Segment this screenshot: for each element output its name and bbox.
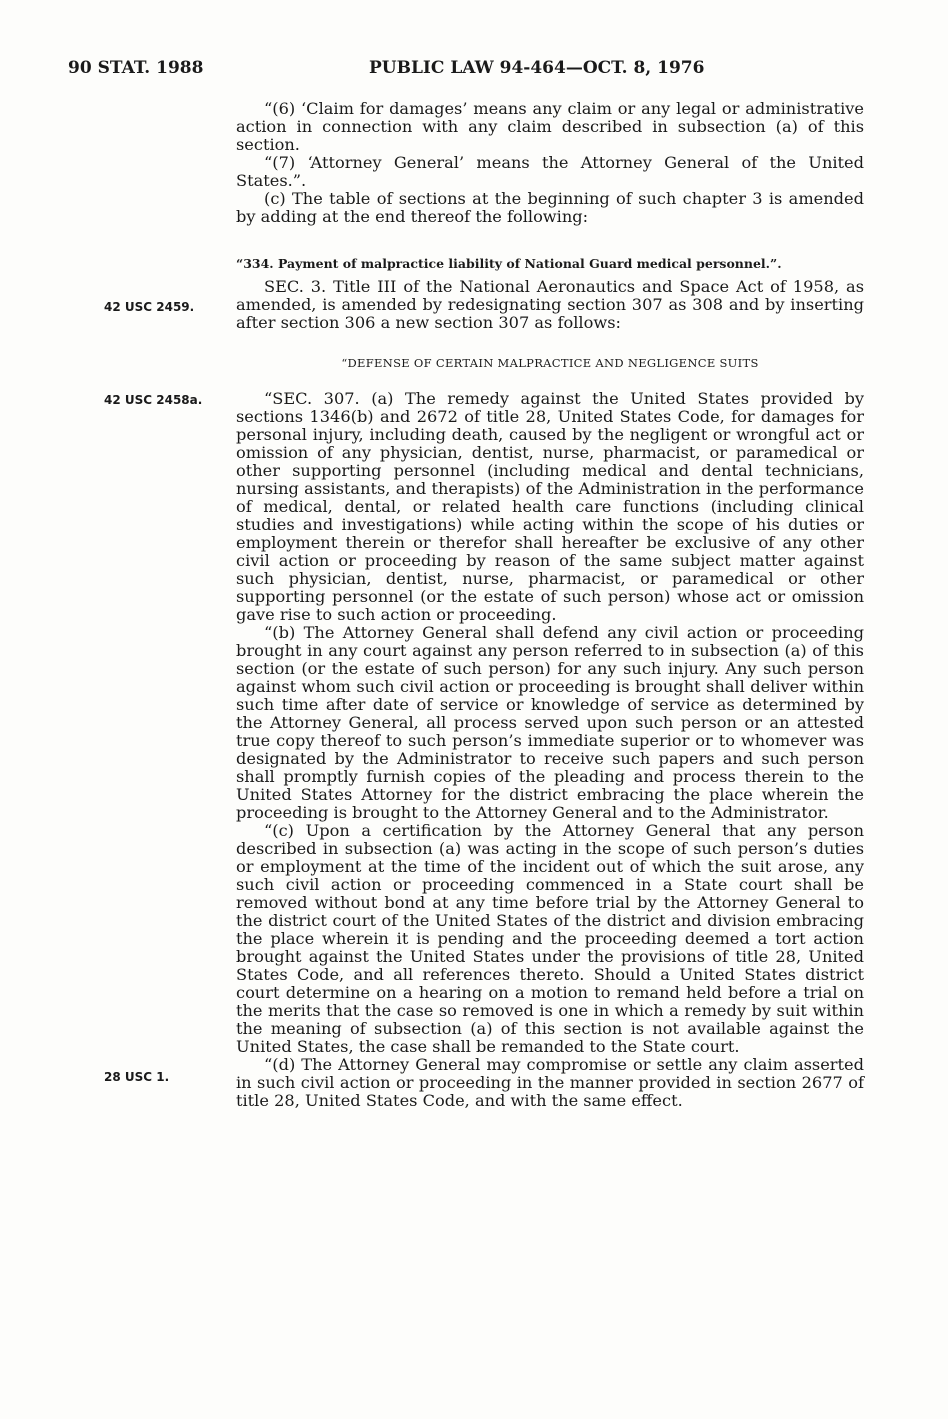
paragraph-307-d: “(d) The Attorney General may compromise or settle any claim asserted in such civil action or proceeding in the manner provided in section 2677 of title 28, United States Code, and with the same effect. <box>236 1055 864 1110</box>
paragraph-307-a: “SEC. 307. (a) The remedy against the United States provided by sections 1346(b) and 2672 of title 28, United States Code, for damages for personal injury, including death, caused by the negligent or wrongful act or omission of any physician, dentist, nurse, pharmacist, or paramedical or other supporting personnel (including medical and dental technicians, nursing assistants, and therapists) of the Administration in the performance of medical, dental, or related health care functions (including clinical studies and investigations) while acting within the scope of his duties or employment therein or therefor shall hereafter be exclusive of any other civil action or proceeding by reason of the same subject matter against such physician, dentist, nurse, pharmacist, or paramedical or other supporting personnel (or the estate of such person) whose act or omission gave rise to such action or proceeding. <box>236 389 864 624</box>
section-307-block <box>236 390 864 1110</box>
paragraph-307-b: “(b) The Attorney General shall defend any civil action or proceeding brought in any court against any person referred to in subsection (a) of this section (or the estate of such person) for any such injury. Any such person against whom such civil action or proceeding is brought shall deliver within such time after date of service or knowledge of service as determined by the Attorney General, all process served upon such person or an attested true copy thereof to such person’s immediate superior or to whomever was designated by the Administrator to receive such papers and such person shall promptly furnish copies of the pleading and process therein to the United States Attorney for the district embracing the place wherein the proceeding is brought to the Attorney General and to the Administrator. <box>236 623 864 822</box>
margin-citation-2458a: 42 USC 2458a. <box>104 393 203 407</box>
paragraph-claim-for-damages: “(6) ‘Claim for damages’ means any claim or any legal or administrative action in connection with any claim described in subsection (a) of this section. <box>236 99 864 154</box>
table-entry: “334. Payment of malpractice liability of National Guard medical personnel.”. <box>236 256 782 271</box>
paragraph-table-of-sections: (c) The table of sections at the beginning of such chapter 3 is amended by adding at the end thereof the following: <box>236 189 864 226</box>
definitions-block <box>236 100 864 226</box>
margin-citation-2459: 42 USC 2459. <box>104 300 195 314</box>
paragraph-307-c: “(c) Upon a certification by the Attorney General that any person described in subsection (a) was acting in the scope of such person’s duties or employment at the time of the incident out of which the suit arose, any such civil action or proceeding commenced in a State court shall be removed without bond at any time before trial by the Attorney General to the district court of the United States of the district and division embracing the place wherein it is pending and the proceeding deemed a tort action brought against the United States under the provisions of title 28, United States Code, and all references thereto. Should a United States district court determine on a hearing on a motion to remand held before a trial on the merits that the case so removed is one in which a remedy by suit within the meaning of subsection (a) of this section is not available against the United States, the case shall be remanded to the State court. <box>236 821 864 1056</box>
section-heading: “DEFENSE OF CERTAIN MALPRACTICE AND NEGLIGENCE SUITS <box>341 356 759 370</box>
statute-page-ref: 90 STAT. 1988 <box>68 58 204 78</box>
paragraph-sec-3: SEC. 3. Title III of the National Aeronautics and Space Act of 1958, as amended, is amended by redesignating section 307 as 308 and by inserting after section 306 a new section 307 as follows: <box>236 277 864 332</box>
law-title: PUBLIC LAW 94-464—OCT. 8, 1976 <box>369 58 705 78</box>
section-3-block <box>236 278 864 332</box>
margin-citation-28-usc-1: 28 USC 1. <box>104 1070 170 1084</box>
paragraph-attorney-general: “(7) ‘Attorney General’ means the Attorney General of the United States.”. <box>236 153 864 190</box>
page-header <box>68 58 888 84</box>
